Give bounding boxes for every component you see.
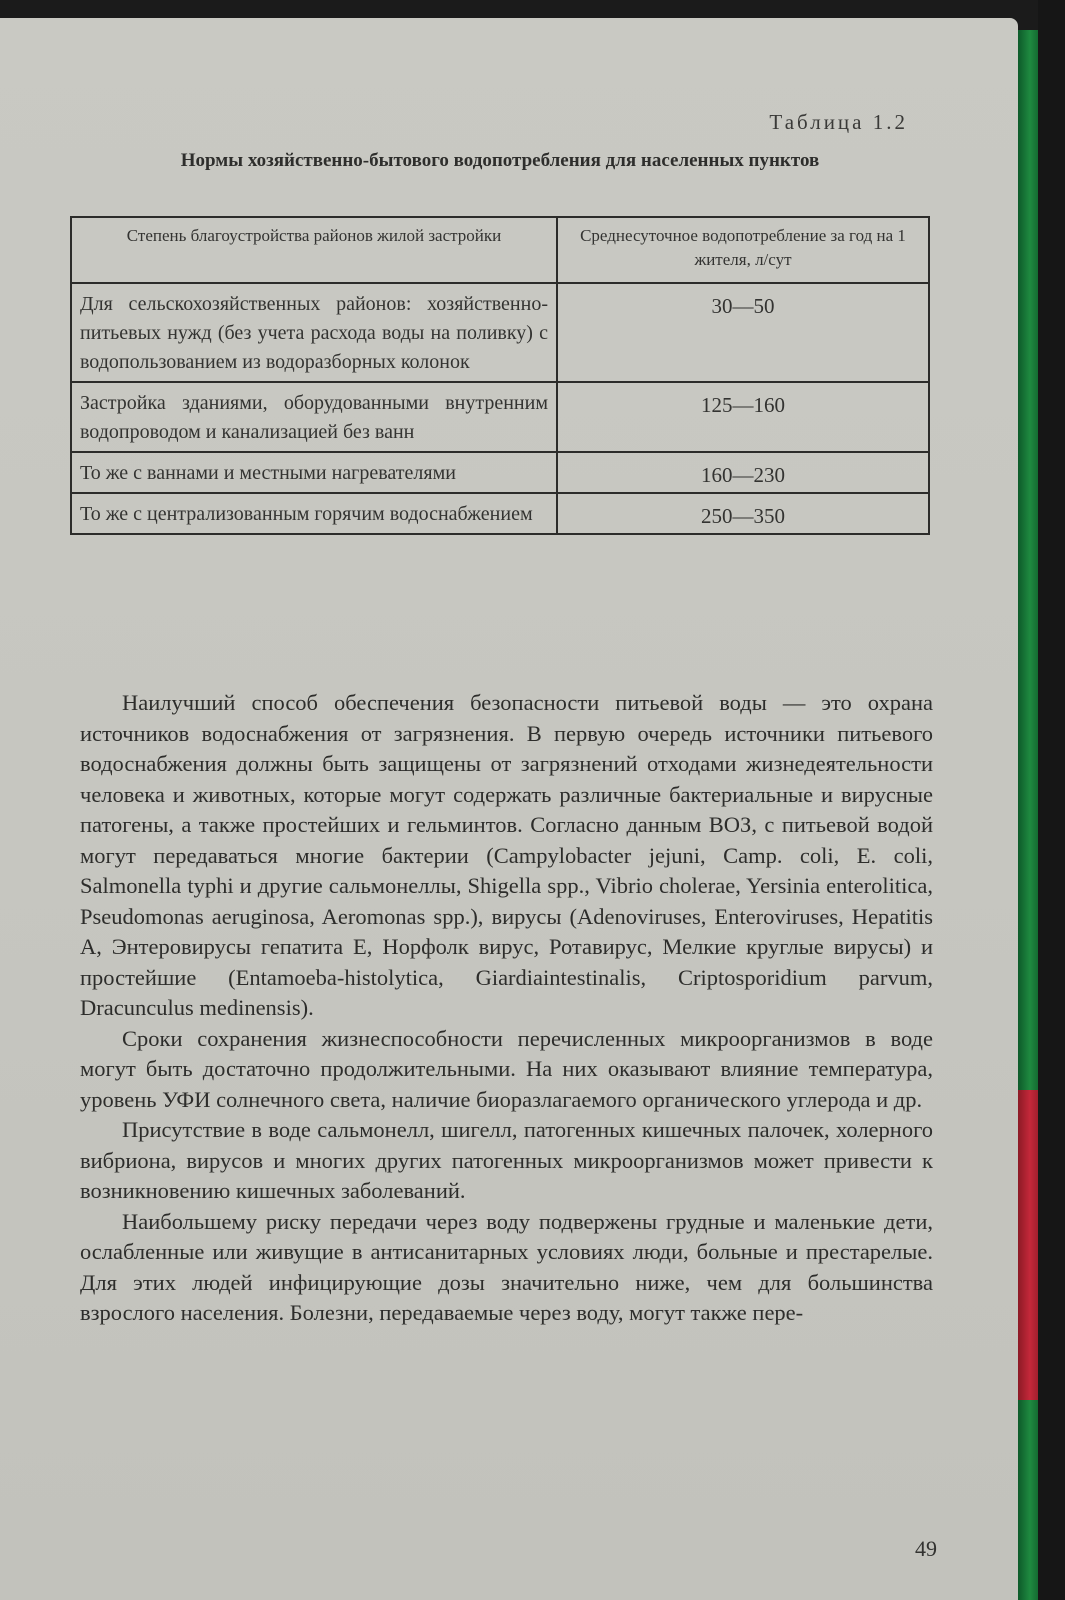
paragraph: Наибольшему риску передачи через воду подвержены грудные и маленькие дети, ослабленные или живущие в антисанитарных условиях люди, больные и престарелые. Для этих людей инфицирующие дозы значительно ниже, чем для большинства взрослого населения. Болезни, передаваемые через воду, могут также пере-	[80, 1208, 933, 1325]
row-category: Застройка зданиями, оборудованными внутренним водопроводом и канализацией без ванн	[71, 382, 557, 452]
body-text	[80, 688, 933, 1329]
background-edge	[1038, 0, 1065, 1600]
row-value: 125—160	[557, 382, 929, 452]
table-row	[71, 283, 929, 382]
page-number: 49	[915, 1536, 937, 1561]
paragraph: Присутствие в воде сальмонелл, шигелл, патогенных кишечных палочек, холерного вибриона, вирусов и многих других патогенных микроорганизмов может привести к возникновению кишечных заболеваний.	[80, 1117, 933, 1203]
book-edge-red	[1018, 1090, 1038, 1400]
header-daily-consumption: Среднесуточное водопотребление за год на 1 жителя, л/сут	[557, 217, 929, 283]
row-value: 250—350	[557, 493, 929, 534]
table-label: Таблица 1.2	[769, 110, 908, 134]
paragraph: Сроки сохранения жизнеспособности перечисленных микроорганизмов в воде могут быть достаточно продолжительными. На них оказывают влияние температура, уровень УФИ солнечного света, наличие биоразлагаемого органического углерода и др.	[80, 1025, 933, 1112]
row-category: То же с централизованным горячим водоснабжением	[71, 493, 557, 534]
table-title: Нормы хозяйственно-бытового водопотребления для населенных пунктов	[180, 150, 820, 171]
table-header-row	[71, 217, 929, 283]
paragraph: Наилучший способ обеспечения безопасности питьевой воды — это охрана источников водоснабжения от загрязнения. В первую очередь источники питьевого водоснабжения должны быть защищены от загрязнений отходами жизнедеятельности человека и животных, которые могут содержать различные бактериальные и вирусные патогены, а также простейших и гельминтов. Согласно данным ВОЗ, с питьевой водой могут передаваться многие бактерии (Campylobacter jejuni, Camp. coli, E. coli, Salmonella typhi и другие сальмонеллы, Shigella spp., Vibrio cholerae, Yersinia enterolitica, Pseudomonas aeruginosa, Aeromonas spp.), вирусы (Adenoviruses, Enteroviruses, Hepatitis A, Энтеровирусы гепатита Е, Норфолк вирус, Ротавирус, Мелкие круглые вирусы) и простейшие (Entamoeba-histolytica, Giardiaintestinalis, Criptosporidium parvum, Dracunculus medinensis).	[80, 690, 933, 1020]
row-value: 160—230	[557, 452, 929, 493]
table-row	[71, 382, 929, 452]
water-consumption-table	[70, 216, 930, 535]
row-category: Для сельскохозяйственных районов: хозяйственно-питьевых нужд (без учета расхода воды на поливку) с водопользованием из водоразборных колонок	[71, 283, 557, 382]
header-development-level: Степень благоустройства районов жилой застройки	[71, 217, 557, 283]
table-row	[71, 493, 929, 534]
row-category: То же с ваннами и местными нагревателями	[71, 452, 557, 493]
table-row	[71, 452, 929, 493]
book-page	[0, 18, 1018, 1600]
row-value: 30—50	[557, 283, 929, 382]
